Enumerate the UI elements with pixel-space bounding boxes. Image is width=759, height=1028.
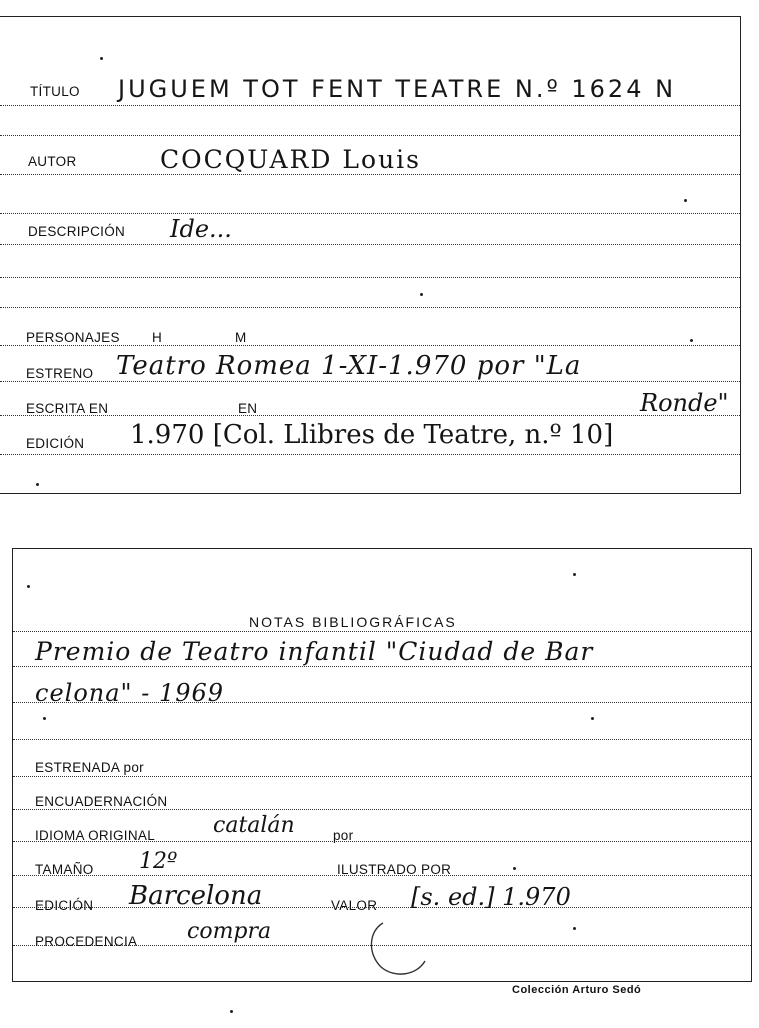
rule-line <box>0 213 740 214</box>
stamp-mark-icon <box>361 909 447 981</box>
estreno-value: Teatro Romea 1-XI-1.970 por "La <box>116 351 582 381</box>
idioma-por-label: por <box>333 828 354 843</box>
rule-line <box>0 105 740 106</box>
ink-speck <box>230 1010 233 1013</box>
edicion-value: 1.970 [Col. Llibres de Teatre, n.º 10] <box>130 420 614 450</box>
ink-speck <box>36 483 39 486</box>
rule-line <box>13 907 751 908</box>
notes-line-1: Premio de Teatro infantil "Ciudad de Bar <box>35 637 594 666</box>
autor-label: AUTOR <box>28 154 77 169</box>
edicion-label: EDICIÓN <box>26 436 85 451</box>
catalog-card-main <box>0 16 741 494</box>
descripcion-value: Ide... <box>170 215 232 243</box>
ink-speck <box>684 199 687 202</box>
rule-line <box>0 307 740 308</box>
ink-speck <box>513 867 516 870</box>
procedencia-value: compra <box>187 919 272 944</box>
estreno-label: ESTRENO <box>26 366 94 381</box>
descripcion-label: DESCRIPCIÓN <box>28 224 126 239</box>
autor-value: COCQUARD Louis <box>160 145 421 174</box>
personajes-label: PERSONAJES <box>26 330 120 345</box>
escrita-en-second-label: EN <box>238 401 258 416</box>
rule-line <box>13 776 751 777</box>
catalog-card-notes <box>12 548 752 982</box>
idioma-original-value: catalán <box>213 813 295 838</box>
ink-speck <box>43 717 46 720</box>
ink-speck <box>573 573 576 576</box>
ink-speck <box>690 339 693 342</box>
notes-line-2: celona" - 1969 <box>35 679 225 707</box>
rule-line <box>13 631 751 632</box>
encuadernacion-label: ENCUADERNACIÓN <box>35 794 168 809</box>
personajes-h-label: H <box>152 330 163 345</box>
tamano-value: 12º <box>139 849 178 874</box>
estreno-value-continuation: Ronde" <box>640 389 729 417</box>
ink-speck <box>27 585 30 588</box>
rule-line <box>0 345 740 346</box>
notes-heading: NOTAS BIBLIOGRÁFICAS <box>249 614 457 630</box>
estrenada-label: ESTRENADA por <box>35 760 144 775</box>
rule-line <box>13 666 751 667</box>
titulo-label: TÍTULO <box>30 84 80 99</box>
rule-line <box>13 809 751 810</box>
rule-line <box>0 381 740 382</box>
titulo-value: JUGUEM TOT FENT TEATRE N.º 1624 N <box>118 75 677 103</box>
ink-speck <box>100 57 103 60</box>
rule-line <box>0 454 740 455</box>
ink-speck <box>591 717 594 720</box>
valor-label: VALOR <box>331 898 378 913</box>
rule-line <box>13 739 751 740</box>
escrita-en-label: ESCRITA EN <box>26 401 109 416</box>
rule-line <box>0 174 740 175</box>
idioma-original-label: IDIOMA ORIGINAL <box>35 828 156 843</box>
personajes-m-label: M <box>235 330 247 345</box>
ilustrado-por-label: ILUSTRADO POR <box>337 862 452 877</box>
procedencia-label: PROCEDENCIA <box>35 934 138 949</box>
rule-line <box>0 277 740 278</box>
edicion-label: EDICIÓN <box>35 898 94 913</box>
ink-speck <box>420 293 423 296</box>
edicion-value: Barcelona <box>129 881 263 911</box>
rule-line <box>0 415 740 416</box>
tamano-label: TAMAÑO <box>35 862 94 877</box>
ink-speck <box>573 927 576 930</box>
rule-line <box>0 244 740 245</box>
rule-line <box>0 135 740 136</box>
collection-footer: Colección Arturo Sedó <box>512 984 642 996</box>
valor-value: [s. ed.] 1.970 <box>411 883 571 911</box>
